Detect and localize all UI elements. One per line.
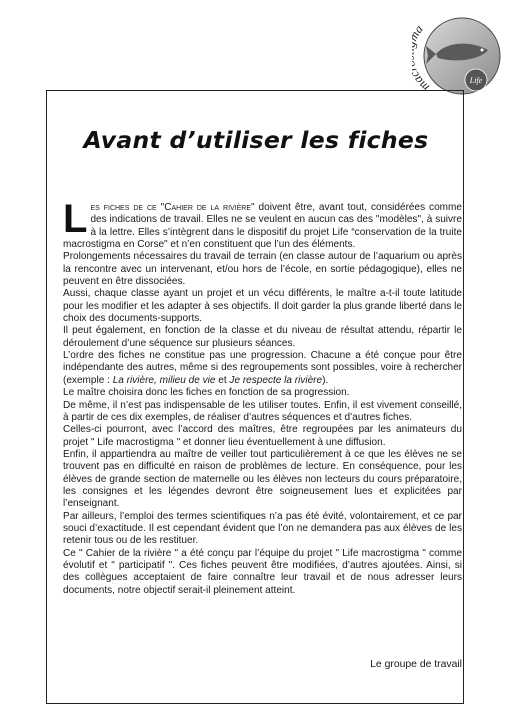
signature: Le groupe de travail bbox=[370, 659, 462, 670]
paragraph: De même, il n’est pas indispensable de les utiliser toutes. Enfin, il est vivement conseillé, à partir de ces dix exemples, de réaliser d’autres séquences et d’autres fiches. bbox=[63, 399, 462, 423]
macrostigma-logo bbox=[412, 6, 504, 98]
drop-cap: L bbox=[63, 197, 88, 241]
paragraph: Ce " Cahier de la rivière " a été conçu par l’équipe du projet " Life macrostigma " comme évolutif et " participatif ". Ces fiches peuvent être modifiées, d’autres ajoutées. Ainsi, si des collègues acceptaient de faire connaître leur travail et de nous adresser leurs documents, notre objectif serait-il pleinement atteint. bbox=[63, 547, 462, 596]
paragraph: Celles-ci pourront, avec l’accord des maîtres, être regroupées par les animateurs du projet " Life macrostigma " et donner lieu éventuellement à une diffusion. bbox=[63, 424, 462, 448]
paragraph: Prolongements nécessaires du travail de terrain (en classe autour de l’aquarium ou après la rencontre avec un intervenant, et/ou hors de l’école, en sortie pédagogique), elles ne peuvent en être dissociées. bbox=[63, 251, 462, 288]
paragraph: L’ordre des fiches ne constitue pas une progression. Chacune a été conçue pour être indépendante des autres, même si des regroupements sont possibles, voire à rechercher (exemple : La rivière, milieu de vie et Je respecte la rivière). bbox=[63, 350, 462, 386]
paragraph: Le maître choisira donc les fiches en fonction de sa progression. bbox=[63, 387, 350, 399]
page-title: Avant d’utiliser les fiches bbox=[83, 126, 429, 154]
document-body bbox=[63, 197, 462, 597]
paragraph: Par ailleurs, l’emploi des termes scientifiques n’a pas été évité, volontairement, et ce par souci d’exactitude. Il est cependant évident que l’on ne demandera pas aux élèves de les retenir tous ou de les restituer. bbox=[63, 510, 462, 547]
logo-text: ma a bbox=[412, 22, 432, 95]
life-badge-text: Life bbox=[469, 76, 483, 85]
paragraph: Il peut également, en fonction de la classe et du niveau de résultat attendu, répartir le déroulement d’une séquence sur plusieurs séances. bbox=[63, 325, 462, 349]
paragraph: Aussi, chaque classe ayant un projet et un vécu différents, le maître a-t-il toute latitude pour les modifier et les adapter à ses objectifs. Il doit garder la plus grande liberté dans le choix des documents-supports. bbox=[63, 288, 462, 325]
paragraph: Enfin, il appartiendra au maître de veiller tout particulièrement à ce que les élèves ne se trouvent pas en difficulté en raison de problèmes de lecture. En conséquence, pour les élèves de grande section de maternelle ou les élèves non lecteurs du cours préparatoire, les consignes et les légendes devront être soigneusement lues et explicitées par l’enseignant. bbox=[63, 448, 462, 510]
intro-paragraph: Les fiches de ce "Cahier de la rivière" doivent être, avant tout, considérées comme des indications de travail. Elles ne se veulent en aucun cas des "modèles", à suivre à la lettre. Elles s’intègrent dans le dispositif du projet Life “conservation de la truite macrostigma en Corse" et n’en constituent que l’un des éléments. bbox=[63, 197, 462, 251]
